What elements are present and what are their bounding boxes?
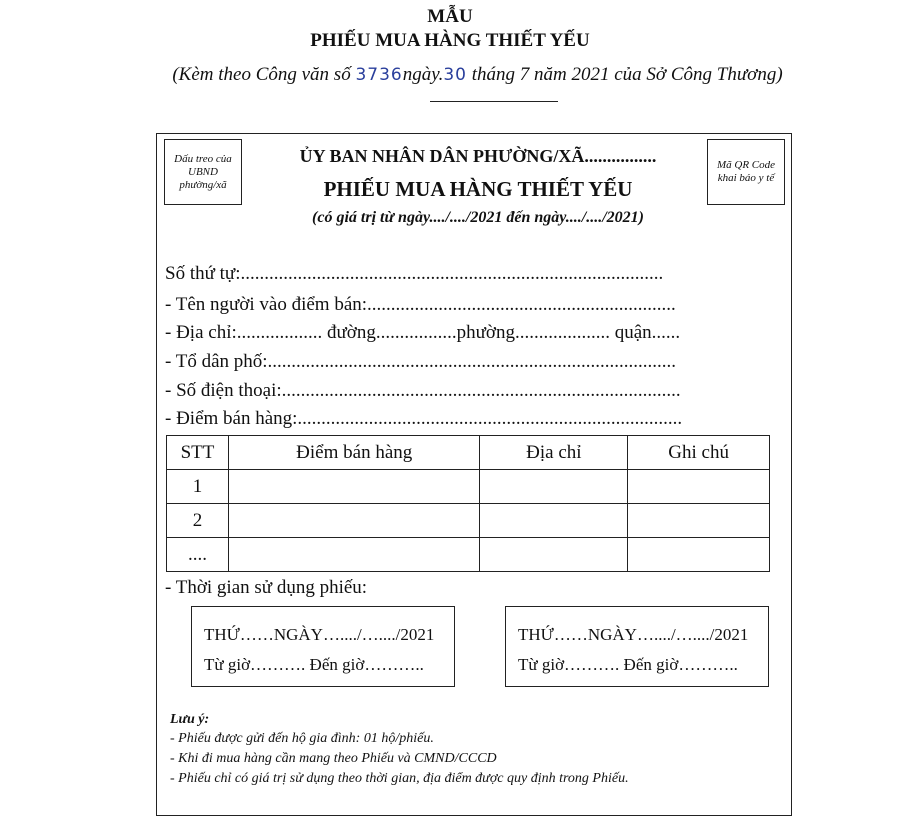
- handwritten-day: 30: [443, 65, 467, 85]
- notes-title: Lưu ý:: [170, 712, 210, 727]
- table-header-row: [167, 436, 770, 470]
- field-serial-number[interactable]: Số thứ tự:.........................................................................................: [165, 263, 664, 284]
- table-cell-notes[interactable]: [628, 538, 770, 572]
- subtitle-before: (Kèm theo Công văn số: [172, 64, 356, 85]
- column-header-notes: Ghi chú: [628, 436, 770, 470]
- template-label: MẪU: [427, 6, 473, 27]
- validity-period: (có giá trị từ ngày..../..../2021 đến ngày..../..../2021): [312, 209, 644, 226]
- subtitle-middle: ngày.: [402, 64, 444, 85]
- note-item: - Phiếu chỉ có giá trị sử dụng theo thời gian, địa điểm được quy định trong Phiếu.: [170, 771, 629, 786]
- table-cell-notes[interactable]: [628, 470, 770, 504]
- table-cell-sales-point[interactable]: [228, 504, 480, 538]
- note-item: - Khi đi mua hàng cần mang theo Phiếu và CMND/CCCD: [170, 751, 497, 766]
- table-cell-address[interactable]: [480, 538, 628, 572]
- sales-point-table: [166, 435, 770, 572]
- time-slot-box-2: [505, 606, 769, 687]
- table-cell-sales-point[interactable]: [228, 538, 480, 572]
- table-cell-notes[interactable]: [628, 504, 770, 538]
- field-phone-number[interactable]: - Số điện thoại:....................................................................................: [165, 380, 681, 401]
- qr-code-box: [707, 139, 785, 205]
- time-slot-hours[interactable]: Từ giờ………. Đến giờ………..: [204, 655, 424, 674]
- field-buyer-name[interactable]: - Tên người vào điểm bán:.................................................................: [165, 294, 676, 315]
- column-header-sales-point: Điểm bán hàng: [228, 436, 480, 470]
- table-row: [167, 504, 770, 538]
- row-number: ....: [167, 538, 229, 572]
- field-sales-point[interactable]: - Điểm bán hàng:.................................................................................: [165, 408, 683, 429]
- usage-time-label: - Thời gian sử dụng phiếu:: [165, 577, 368, 598]
- column-header-stt: STT: [167, 436, 229, 470]
- field-address[interactable]: - Địa chỉ:.................. đường.................phường.................... quận......: [165, 322, 681, 343]
- table-row: [167, 470, 770, 504]
- stamp-box-text: Dấu treo của UBND phường/xã: [174, 152, 232, 191]
- document-subtitle: [0, 64, 900, 86]
- document-title: PHIẾU MUA HÀNG THIẾT YẾU: [310, 30, 590, 51]
- time-slot-box-1: [191, 606, 455, 687]
- handwritten-doc-number: 3736: [355, 65, 403, 85]
- title-divider: [430, 101, 558, 102]
- table-cell-address[interactable]: [480, 504, 628, 538]
- time-slot-date[interactable]: THỨ……NGÀY…..../…..../2021: [518, 625, 749, 644]
- row-number: 2: [167, 504, 229, 538]
- time-slot-date[interactable]: THỨ……NGÀY…..../…..../2021: [204, 625, 435, 644]
- table-cell-sales-point[interactable]: [228, 470, 480, 504]
- qr-box-text: Mã QR Code khai báo y tế: [716, 159, 776, 184]
- subtitle-after: tháng 7 năm 2021 của Sở Công Thương): [467, 64, 783, 85]
- stamp-box: [164, 139, 242, 205]
- table-row: [167, 538, 770, 572]
- committee-heading: ỦY BAN NHÂN DÂN PHƯỜNG/XÃ................: [299, 146, 657, 166]
- time-slot-hours[interactable]: Từ giờ………. Đến giờ………..: [518, 655, 738, 674]
- field-residential-group[interactable]: - Tổ dân phố:......................................................................................: [165, 351, 677, 372]
- voucher-title: PHIẾU MUA HÀNG THIẾT YẾU: [323, 177, 633, 201]
- table-cell-address[interactable]: [480, 470, 628, 504]
- row-number: 1: [167, 470, 229, 504]
- note-item: - Phiếu được gửi đến hộ gia đình: 01 hộ/phiếu.: [170, 731, 434, 746]
- column-header-address: Địa chỉ: [480, 436, 628, 470]
